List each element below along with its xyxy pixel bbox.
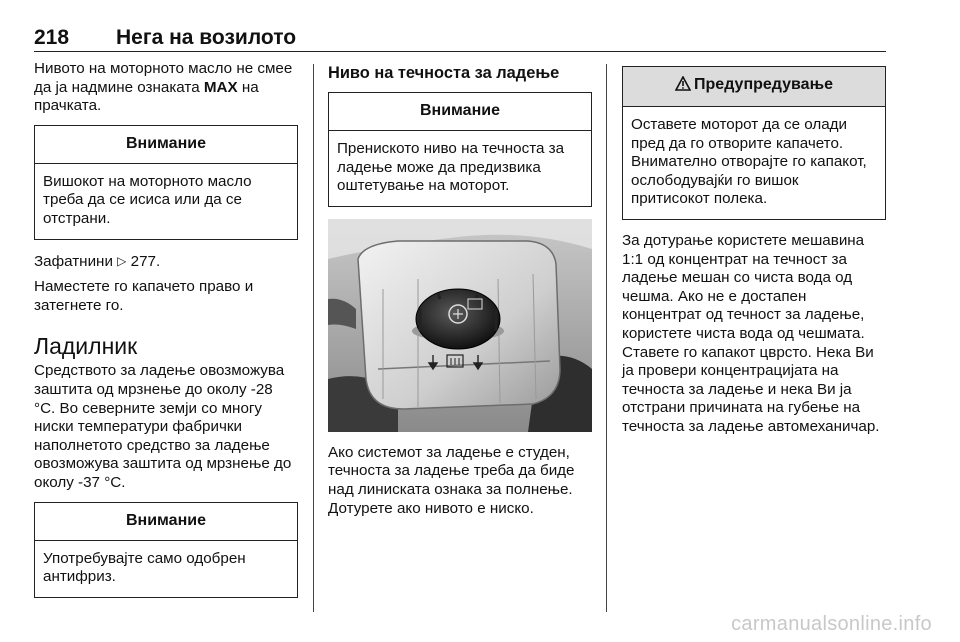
column-left: [34, 60, 298, 610]
section-heading-radiator: Ладилник: [34, 333, 138, 360]
notice-box-oil: [34, 125, 298, 240]
section-heading-coolant-level: Ниво на течноста за ладење: [328, 64, 560, 82]
column-middle: [328, 60, 592, 518]
column-right: [622, 60, 886, 437]
page-reference-icon: ▷: [117, 253, 127, 268]
page-header: [34, 26, 886, 52]
oil-level-paragraph: [34, 60, 298, 116]
column-divider: [606, 64, 607, 612]
coolant-cold-text: Ако системот за ладење е студен, течноста за ладење треба да биде над линиската ознака за полнење. Дотурете ако нивото е ниско.: [328, 443, 575, 517]
oil-level-max-mark: MAX: [203, 78, 238, 96]
notice-box-antifreeze: [34, 502, 298, 598]
warning-title-text: Предупредување: [694, 76, 833, 93]
notice-title: Внимание: [329, 93, 591, 131]
watermark-text: carmanualsonline.info: [731, 613, 932, 635]
warning-triangle-icon: [675, 76, 691, 96]
warning-box: [622, 66, 886, 220]
notice-title: Внимание: [35, 503, 297, 541]
oil-level-text: Нивото на моторното масло не смее да ја надмине ознаката: [34, 60, 293, 96]
coolant-reservoir-illustration: [328, 219, 592, 432]
column-divider: [313, 64, 314, 612]
notice-body: Прениското ниво на течноста за ладење може да предизвика оштетување на моторот.: [337, 140, 565, 195]
notice-body: Вишокот на моторното масло треба да се исиса или да се отстрани.: [43, 172, 252, 227]
capacities-reference: [34, 252, 298, 272]
capacities-page[interactable]: 277.: [130, 252, 161, 270]
oil-level-text-tail: на прачката.: [34, 78, 259, 115]
warning-title: [623, 67, 885, 107]
radiator-text: Средството за ладење овозможува заштита од мрзнење до околу -28 °C. Во северните земји со многу ниски температури фабрички наполнетото средство за ладење овозможува заштита од мрзнење до околу -37 °C.: [34, 362, 292, 491]
warning-body: Оставете моторот да се олади пред да го отворите капачето. Внимателно отворајте го капакот, ослободувајќи го вишок притисокот полека.: [631, 116, 867, 208]
chapter-title: Нега на возилото: [116, 26, 297, 49]
reinstall-cap-text: Наместете го капачето право и затегнете го.: [34, 278, 254, 314]
notice-body: Употребувајте само одобрен антифриз.: [43, 549, 246, 586]
page-number: 218: [34, 26, 70, 49]
notice-box-coolant: [328, 92, 592, 207]
coolant-reservoir-photo: [328, 219, 592, 432]
notice-title: Внимание: [35, 126, 297, 164]
coolant-topup-text: За дотурање користете мешавина 1:1 од концентрат на течност за ладење мешан со чиста вода од чешма. Ако не е достапен концентрат од течност за ладење, користете чиста вода од чешмата. Ставете го капакот цврсто. Нека Ви ја провери концентрацијата на течноста за ладење и нека Ви ја отстрани причината на губење на течноста за ладење автомеханичар.: [622, 231, 880, 435]
capacities-label: Зафатнини: [34, 252, 113, 270]
